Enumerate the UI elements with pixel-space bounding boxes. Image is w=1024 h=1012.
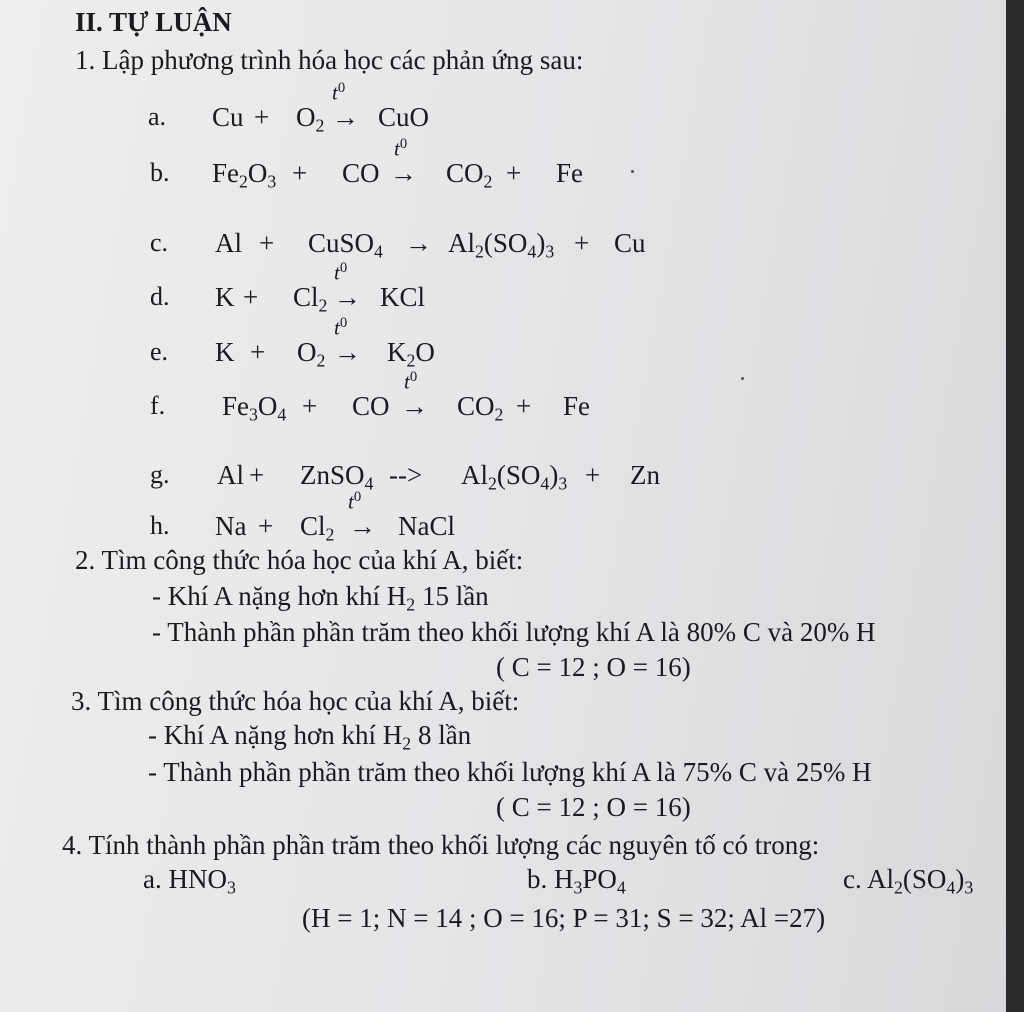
- q4-item-b: b. $H_3PO_4$: [527, 864, 626, 898]
- formula-text: NaCl: [398, 511, 455, 541]
- formula-text: CuSO: [308, 228, 375, 258]
- q2-condition-2: - Thành phần phần trăm theo khối lượng khí A là 80% C và 20% H: [152, 617, 876, 647]
- formula-subscript: 2: [318, 295, 328, 316]
- formula-subscript: 3: [249, 404, 258, 425]
- q2-title: 2. Tìm công thức hóa học của khí A, biết:: [75, 545, 524, 575]
- formula-text: O: [247, 158, 268, 188]
- formula-text: (SO: [496, 460, 541, 490]
- formula-subscript: 2: [483, 171, 493, 192]
- formula-subscript: 4: [540, 473, 550, 494]
- formula-text: K: [387, 337, 407, 367]
- formula-subscript: 3: [558, 473, 568, 494]
- formula-text: Fe: [212, 158, 239, 188]
- formula-text: Cl: [293, 282, 319, 312]
- reactant-1: [215, 511, 246, 546]
- reaction-arrow: →: [334, 282, 361, 312]
- formula-text: Fe: [556, 158, 583, 188]
- reactant-2: [293, 282, 327, 317]
- formula-subscript: 2: [488, 473, 497, 494]
- reactant-1: [212, 102, 244, 137]
- plus-sign: +: [302, 391, 318, 421]
- heat-condition: [334, 315, 347, 340]
- reactant-2: [296, 102, 324, 137]
- condition-sup: 0: [409, 369, 418, 385]
- formula-subscript: 4: [364, 473, 374, 494]
- formula-text: K: [215, 282, 235, 312]
- formula-text: Al: [448, 228, 475, 258]
- q3-atomic-masses: ( C = 12 ; O = 16): [496, 792, 691, 822]
- formula-text: Cl: [300, 511, 326, 541]
- formula-text: KCl: [380, 282, 426, 312]
- reactant-2: [342, 158, 380, 193]
- condition-sup: 0: [337, 80, 346, 96]
- reactant-1: [215, 228, 242, 263]
- heat-condition: [394, 136, 407, 161]
- plus-sign: +: [516, 391, 532, 421]
- heat-condition: [334, 260, 347, 285]
- product-2: [630, 460, 660, 495]
- formula-subscript: 2: [325, 524, 335, 545]
- reaction-label: h.: [150, 511, 170, 540]
- q1-title: 1. Lập phương trình hóa học các phản ứng sau:: [75, 45, 584, 75]
- condition-sup: 0: [339, 315, 348, 331]
- reaction-arrow: -->: [389, 460, 423, 490]
- q4-item-a: a. $HNO_3$: [143, 864, 236, 898]
- heat-condition: [404, 369, 417, 394]
- reaction-label: a.: [148, 102, 167, 131]
- reaction-arrow: →: [390, 158, 417, 188]
- reaction-arrow: →: [401, 391, 428, 421]
- formula-text: ZnSO: [300, 460, 365, 490]
- formula-text: ): [549, 460, 559, 490]
- formula-subscript: 2: [239, 171, 248, 192]
- paper-speck: [741, 377, 744, 380]
- plus-sign: +: [243, 282, 259, 312]
- q4-title: 4. Tính thành phần phần trăm theo khối lượng các nguyên tố có trong:: [62, 830, 820, 860]
- condition-sup: 0: [399, 136, 408, 152]
- product-2: [563, 391, 590, 426]
- reaction-label: e.: [150, 337, 169, 366]
- section-title: II. TỰ LUẬN: [75, 7, 232, 37]
- q3-title: 3. Tìm công thức hóa học của khí A, biết:: [71, 686, 520, 716]
- formula-text: Al: [461, 460, 488, 490]
- product-1: [380, 282, 425, 317]
- product-1: [378, 102, 429, 137]
- product-1: [448, 228, 554, 263]
- reaction-label: g.: [150, 460, 170, 489]
- q4-item-c: c. $Al_2(SO_4)_3$: [843, 864, 974, 898]
- reactant-1: [215, 282, 235, 317]
- plus-sign: +: [258, 511, 274, 541]
- formula-text: Cu: [614, 228, 646, 258]
- reactant-1: [215, 337, 235, 372]
- formula-text: O: [297, 337, 317, 367]
- formula-text: (SO: [483, 228, 528, 258]
- formula-subscript: 2: [406, 350, 416, 371]
- reaction-label: b.: [150, 158, 170, 187]
- plus-sign: +: [292, 158, 308, 188]
- reaction-label: d.: [150, 282, 170, 311]
- reaction-arrow: →: [332, 102, 359, 132]
- formula-text: CuO: [378, 102, 430, 132]
- plus-sign: +: [249, 460, 265, 490]
- q3-condition-2: - Thành phần phần trăm theo khối lượng khí A là 75% C và 25% H: [148, 757, 872, 787]
- formula-subscript: 3: [545, 241, 555, 262]
- condition-t: t: [404, 369, 410, 394]
- formula-text: Al: [217, 460, 244, 490]
- plus-sign: +: [250, 337, 266, 367]
- formula-subscript: 2: [475, 241, 484, 262]
- reaction-label: c.: [150, 228, 169, 257]
- product-1: [457, 391, 503, 426]
- formula-text: O: [415, 337, 435, 367]
- condition-t: t: [332, 80, 338, 105]
- reactant-2: [297, 337, 325, 372]
- reactant-1: [212, 158, 276, 193]
- photo-dark-edge: [1006, 0, 1024, 1012]
- paper-speck: [631, 170, 634, 173]
- product-2: [556, 158, 583, 193]
- q4-atomic-masses: (H = 1; N = 14 ; O = 16; P = 31; S = 32; Al =27): [302, 903, 826, 933]
- formula-text: K: [215, 337, 235, 367]
- formula-text: Fe: [563, 391, 590, 421]
- heat-condition: [348, 489, 361, 514]
- plus-sign: +: [574, 228, 590, 258]
- formula-text: O: [257, 391, 278, 421]
- plus-sign: +: [254, 102, 270, 132]
- reactant-2: [300, 511, 334, 546]
- formula-text: Na: [215, 511, 247, 541]
- condition-t: t: [334, 260, 340, 285]
- formula-subscript: 2: [316, 350, 326, 371]
- formula-text: CO: [446, 158, 484, 188]
- formula-subscript: 4: [277, 404, 287, 425]
- formula-text: Al: [215, 228, 242, 258]
- reactant-1: [217, 460, 244, 495]
- formula-text: Zn: [630, 460, 660, 490]
- q2-condition-1: - Khí A nặng hơn khí $H_2$ 15 lần: [152, 581, 489, 615]
- plus-sign: +: [259, 228, 275, 258]
- q3-condition-1: - Khí A nặng hơn khí $H_2$ 8 lần: [148, 720, 472, 754]
- formula-text: CO: [352, 391, 390, 421]
- condition-sup: 0: [353, 489, 362, 505]
- condition-t: t: [334, 315, 340, 340]
- reactant-2: [308, 228, 383, 263]
- formula-text: O: [296, 102, 316, 132]
- formula-subscript: 4: [527, 241, 537, 262]
- formula-text: CO: [457, 391, 495, 421]
- condition-sup: 0: [339, 260, 348, 276]
- formula-subscript: 4: [374, 241, 383, 262]
- product-1: [461, 460, 567, 495]
- reactant-2: [300, 460, 373, 495]
- formula-subscript: 3: [267, 171, 277, 192]
- formula-text: Cu: [212, 102, 244, 132]
- reaction-arrow: →: [349, 511, 376, 541]
- product-1: [387, 337, 435, 372]
- formula-text: Fe: [222, 391, 249, 421]
- formula-subscript: 2: [315, 115, 325, 136]
- product-1: [398, 511, 455, 546]
- reactant-1: [222, 391, 286, 426]
- product-2: [614, 228, 646, 263]
- formula-text: CO: [342, 158, 380, 188]
- reaction-arrow: →: [405, 228, 432, 258]
- reaction-label: f.: [150, 391, 166, 420]
- heat-condition: [332, 80, 345, 105]
- product-1: [446, 158, 492, 193]
- plus-sign: +: [506, 158, 522, 188]
- formula-text: ): [536, 228, 546, 258]
- formula-subscript: 2: [494, 404, 504, 425]
- plus-sign: +: [585, 460, 601, 490]
- q2-atomic-masses: ( C = 12 ; O = 16): [496, 652, 691, 682]
- reactant-2: [352, 391, 390, 426]
- reaction-arrow: →: [334, 337, 361, 367]
- condition-t: t: [348, 489, 354, 514]
- condition-t: t: [394, 136, 400, 161]
